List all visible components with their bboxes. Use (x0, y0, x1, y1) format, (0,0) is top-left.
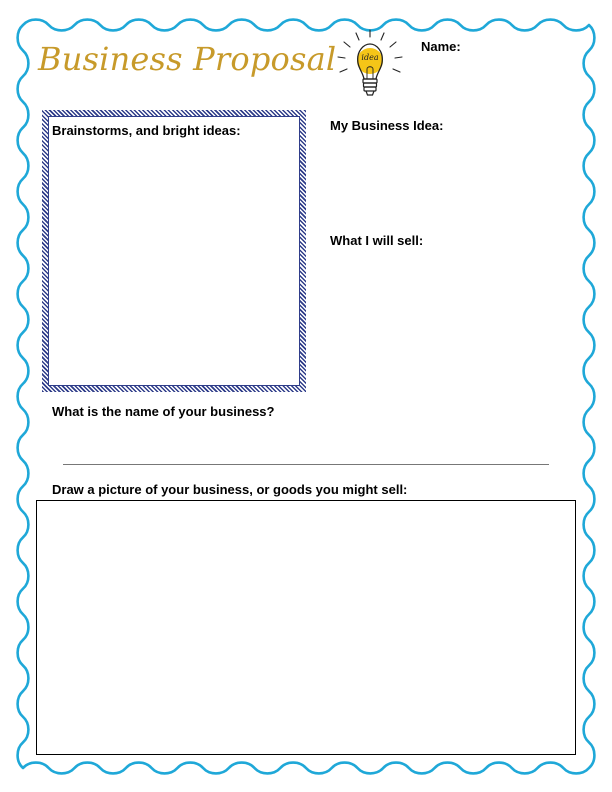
business-name-label: What is the name of your business? (52, 404, 275, 419)
lightbulb-icon-text: idea (361, 53, 379, 62)
brainstorm-label: Brainstorms, and bright ideas: (52, 123, 241, 138)
name-field-label: Name: (421, 39, 461, 54)
brainstorm-inner-border (48, 116, 300, 386)
page-title: Business Proposal (38, 40, 337, 78)
brainstorm-frame (42, 110, 306, 392)
drawing-box (36, 500, 576, 755)
lightbulb-icon (330, 27, 410, 107)
will-sell-label: What I will sell: (330, 233, 424, 248)
business-idea-label: My Business Idea: (330, 118, 444, 133)
answer-line (63, 464, 549, 465)
draw-prompt-label: Draw a picture of your business, or goods you might sell: (52, 482, 408, 497)
